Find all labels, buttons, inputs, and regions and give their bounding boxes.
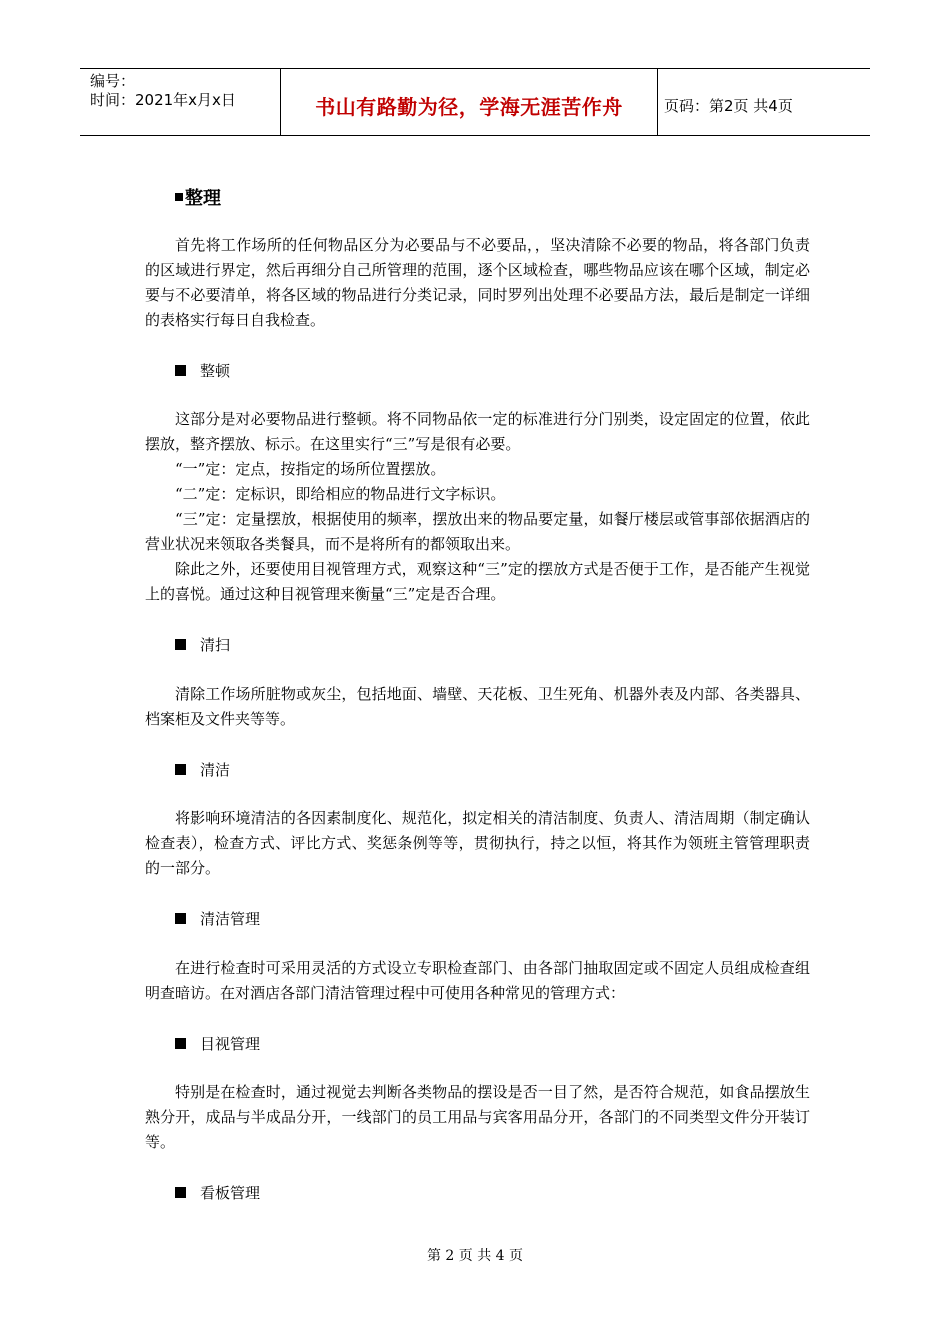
bullet-square-icon: [175, 764, 186, 775]
bullet-square-icon: [175, 913, 186, 924]
paragraph: 清除工作场所脏物或灰尘，包括地面、墙壁、天花板、卫生死角、机器外表及内部、各类器具、档案柜及文件夹等等。: [145, 685, 810, 728]
paragraph: 首先将工作场所的任何物品区分为必要品与不必要品，，坚决清除不必要的物品，将各部门负责的区域进行界定，然后再细分自己所管理的范围，逐个区域检查，哪些物品应该在哪个区域，制定必要与不必要清单，将各区域的物品进行分类记录，同时罗列出处理不必要品方法，最后是制定一详细的表格实行每日自我检查。: [145, 236, 810, 329]
bullet-square-icon: [175, 1187, 186, 1198]
paragraph: “二”定：定标识，即给相应的物品进行文字标识。: [175, 485, 506, 503]
section-heading-kanban-guanli: 看板管理: [175, 1182, 260, 1203]
paragraph: 除此之外，还要使用目视管理方式，观察这种“三”定的摆放方式是否便于工作，是否能产生视觉上的喜悦。通过这种目视管理来衡量“三”定是否合理。: [145, 560, 810, 603]
paragraph: 将影响环境清洁的各因素制度化、规范化，拟定相关的清洁制度、负责人、清洁周期（制定确认检查表），检查方式、评比方式、奖惩条例等等，贯彻执行，持之以恒，将其作为领班主管管理职责的一部分。: [145, 809, 810, 877]
document-time-label: 时间：2021年x月x日: [90, 91, 236, 109]
section-heading-zhengli: 整理: [175, 184, 221, 210]
page-footer: 第 2 页 共 4 页: [426, 1248, 524, 1264]
page-header: [80, 68, 870, 136]
header-motto: 书山有路勤为径，学海无涯苦作舟: [281, 69, 658, 135]
header-meta: [80, 69, 281, 135]
bullet-square-icon: [175, 639, 186, 650]
section-heading-zhengdun: 整顿: [175, 360, 230, 381]
section-body-qingjie-guanli: [145, 956, 810, 1006]
section-heading-qingjie: 清洁: [175, 759, 230, 780]
section-body-qingsao: [145, 682, 810, 732]
bullet-square-icon: [175, 365, 186, 376]
bullet-square-icon: [175, 1038, 186, 1049]
paragraph: “三”定：定量摆放，根据使用的频率，摆放出来的物品要定量，如餐厅楼层或管事部依据酒店的营业状况来领取各类餐具，而不是将所有的都领取出来。: [145, 510, 810, 553]
section-heading-qingjie-guanli: 清洁管理: [175, 908, 260, 929]
paragraph: 在进行检查时可采用灵活的方式设立专职检查部门、由各部门抽取固定或不固定人员组成检查组明查暗访。在对酒店各部门清洁管理过程中可使用各种常见的管理方式：: [145, 959, 810, 1002]
paragraph: 这部分是对必要物品进行整顿。将不同物品依一定的标准进行分门别类，设定固定的位置，依此摆放，整齐摆放、标示。在这里实行“三”写是很有必要。: [145, 410, 810, 453]
section-body-mushi-guanli: [145, 1080, 810, 1155]
bullet-square-icon: [175, 193, 183, 201]
section-heading-qingsao: 清扫: [175, 634, 230, 655]
section-body-zhengli: [145, 233, 810, 333]
header-page-label: 页码：第2页 共4页: [664, 96, 793, 115]
section-heading-mushi-guanli: 目视管理: [175, 1033, 260, 1054]
section-body-zhengdun: [145, 407, 810, 607]
section-body-qingjie: [145, 806, 810, 881]
paragraph: “一”定：定点，按指定的场所位置摆放。: [175, 460, 446, 478]
paragraph: 特别是在检查时，通过视觉去判断各类物品的摆设是否一目了然，是否符合规范，如食品摆放生熟分开，成品与半成品分开，一线部门的员工用品与宾客用品分开，各部门的不同类型文件分开装订等。: [145, 1083, 810, 1151]
document-number-label: 编号：: [90, 72, 136, 90]
